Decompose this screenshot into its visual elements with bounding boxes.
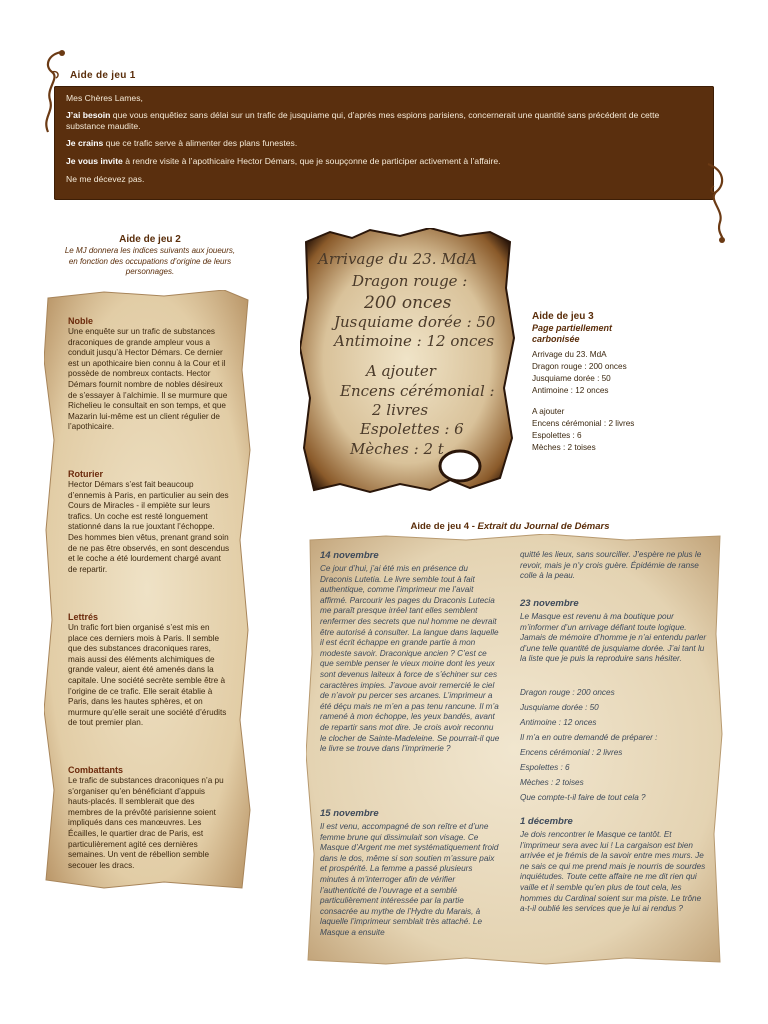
handwritten-line: 2 livres [372,401,429,419]
letter-p3-bold: Je vous invite [66,156,123,166]
journal-list-item: Espolettes : 6 [520,763,570,772]
journal-entry-1-dec: Je dois rencontrer le Masque ce tantôt. Et l’imprimeur sera avec lui ! La cargaison est bien arrivée et je frémis de la savoir entre mes murs. Je ne sais ce qui me prend mais je nourris de sourdes inquiétudes. Toute cette affaire ne me dit rien qui vaille et il semble qu’en plus de tout cela, les hommes du Cardinal soient sur ma piste. Le trône a-t-il oublié les services que je lui ai rendus ? [520,830,706,914]
journal-list-item: Encens cérémonial : 2 livres [520,748,623,757]
journal-date-23-nov: 23 novembre [520,598,579,609]
section-text-combattants: Le trafic de substances draconiques n’a pu s’organiser qu’en bénéficiant d’appuis hauts-placés. Il semblerait que des membres de la prévôté parisienne soient impliqués dans ces manœuvres. Les Écailles, le quartier drac de Paris, est particulièrement agité ces dernières semaines. Un vent de rébellion semble secouer les dracs. [68,776,224,870]
journal-date-1-dec: 1 décembre [520,816,573,827]
journal-list-item: Antimoine : 12 onces [520,718,597,727]
journal-list-item: Il m’a en outre demandé de préparer : [520,733,658,742]
transcript-line: Dragon rouge : 200 onces [532,362,627,371]
handout4-title [300,521,720,532]
journal-date-14-nov: 14 novembre [320,550,379,561]
handwritten-line: Antimoine : 12 onces [334,332,495,350]
letter-p1-text: que vous enquêtiez sans délai sur un trafic de jusquiame qui, d’après mes espions parisiens, concernerait une quantité sans précédent de cette substance maudite. [66,110,660,131]
journal-list-item: Jusquiame dorée : 50 [520,703,599,712]
section-heading-lettres: Lettrés [68,612,99,622]
transcript-line: Encens cérémonial : 2 livres [532,419,635,428]
section-heading-noble: Noble [68,316,94,326]
handout2-subtitle: Le MJ donnera les indices suivants aux joueurs, en fonction des occupations d’origine de leurs personnages. [64,246,236,276]
journal-entry-23-nov: Le Masque est revenu à ma boutique pour m’informer d’un arrivage défiant toute logique. Jamais de mémoire d’homme je n’ai entendu parler d’une telle quantité de jusquiame dorée. J’ai tant lu la liste que je puis la reproduire sans hésiter. [520,612,707,664]
journal-list-item: Dragon rouge : 200 onces [520,688,615,697]
handout1-letter [54,86,714,200]
journal-list-item: Mèches : 2 toises [520,778,584,787]
journal-entry-15-nov-continued: quitté les lieux, sans sourciller. J’espère ne plus le revoir, mais je n’y crois guère. Épidémie de ranse colle à la peau. [520,550,702,581]
section-heading-combattants: Combattants [68,765,124,775]
section-heading-roturier: Roturier [68,469,104,479]
letter-paragraph-3 [66,156,700,167]
section-text-roturier: Hector Démars s’est fait beaucoup d’ennemis à Paris, en particulier au sein des Cours de Miracles - il empiète sur leurs trafics. Un coche est resté longuement stationné dans la rue jouxtant l’échoppe. Des hommes bien vêtus, prenant grand soin de ne pas être observés, en sont descendus et le coche a été lourdement chargé avant de repartir. [68,480,230,574]
handwritten-line: Encens cérémonial : [340,382,495,400]
handwritten-line: 200 onces [364,293,452,313]
handwritten-line: A ajouter [366,362,436,380]
transcript-line: Arrivage du 23. MdA [532,350,607,359]
handwritten-line: Espolettes : 6 [360,420,464,438]
letter-closing: Ne me décevez pas. [66,174,145,184]
journal-entry-15-nov: Il est venu, accompagné de son reître et d’une femme brune qui dissimulait son visage. Ce Masque d’Argent me met systématiquement froid dans le dos, même si son soutien m’assure paix et prospérité. La femme a passé plusieurs minutes à m’interroger afin de vérifier l’authenticité de l’ouvrage et a semblé particulièrement intéressée par la partie consacrée au mythe de l’Hydre du Marais, à laquelle l’imprimeur semblait très attaché. Le Masque a ensuite [320,822,499,937]
transcript-line: Mèches : 2 toises [532,443,596,452]
handwritten-line: Jusquiame dorée : 50 [334,313,496,331]
handout3-subtitle: Page partiellement carbonisée [532,323,613,344]
letter-paragraph-2 [66,138,700,149]
transcript-line: Espolettes : 6 [532,431,582,440]
journal-date-15-nov: 15 novembre [320,808,379,819]
transcript-line: A ajouter [532,407,565,416]
letter-p2-bold: Je crains [66,138,104,148]
handwritten-line: Arrivage du 23. MdA [318,250,478,268]
handout1-title: Aide de jeu 1 [70,70,136,81]
handout4-title-label: Aide de jeu 4 - [410,521,478,532]
transcript-line: Antimoine : 12 onces [532,386,609,395]
journal-entry-14-nov: Ce jour d’hui, j’ai été mis en présence du Draconis Lutetia. Le livre semble tout à fait authentique, comme l’imprimeur me l’avait affirmé. Parcourir les pages du Draconis Lutecia me paraît presque irréel tant elles semblent renfermer des secrets que nul homme ne devrait être autorisé à consulter. La langue dans laquelle il est écrit échappe en grande partie à mon modeste savoir. Draconique ancien ? C’est ce que semble penser le vieux moine dont les yeux sont devenus laiteux à force de s’échiner sur ces caractères impies. J’avoue avoir remercié le ciel de n’avoir pu percer ses arcanes. L’imprimeur a été déçu mais ne m’en a pas tenu rancune. Il m’a ramené à mon échoppe, les yeux bandés, avant de repartir sans mot dire. Je crois avoir reconnu le clocher de Sainte-Madeleine. Se pourrait-il que le livre se trouve dans l’imprimerie ? [320,564,500,754]
handout2-title: Aide de jeu 2 [119,234,181,245]
handout3-title: Aide de jeu 3 [532,311,594,322]
transcript-line: Jusquiame dorée : 50 [532,374,611,383]
letter-paragraph-1 [66,110,700,132]
journal-list-item: Que compte-t-il faire de tout cela ? [520,793,646,802]
letter-p3-text: à rendre visite à l’apothicaire Hector Démars, que je soupçonne de participer activement à l’affaire. [122,156,501,166]
section-text-lettres: Un trafic fort bien organisé s’est mis en place ces derniers mois à Paris. Il semble que des substances draconiques rares, mais aussi des éléments alchimiques de grande valeur, aient été amenés dans la capitale. Une société secrète semble être à l’origine de ce trafic. Elle serait établie à Paris, dans les hautes sphères, et on murmure qu’elle serait une société d’érudits de tout premier plan. [68,623,227,728]
letter-p2-text: que ce trafic serve à alimenter des plans funestes. [103,138,298,148]
letter-salutation: Mes Chères Lames, [66,93,143,103]
letter-p1-bold: J’ai besoin [66,110,111,120]
corner-flourish-bottom-right [700,160,730,244]
section-text-noble: Une enquête sur un trafic de substances draconiques de grande ampleur vous a conduit jusqu’à Hector Démars. Ce dernier est un apothicaire bien connu à la Cour et il possède de nombreux contacts. Hector Démars fournit nombre de nobles désireux de s’essayer à l’alchimie. Il se murmure que Richelieu le consultait en son temps, et que Mazarin lui-même est un client régulier de l’apothicaire. [68,327,228,432]
handwritten-line: Mèches : 2 t [350,440,444,458]
handwritten-line: Dragon rouge : [352,272,468,290]
handout4-title-italic: Extrait du Journal de Démars [477,521,610,532]
